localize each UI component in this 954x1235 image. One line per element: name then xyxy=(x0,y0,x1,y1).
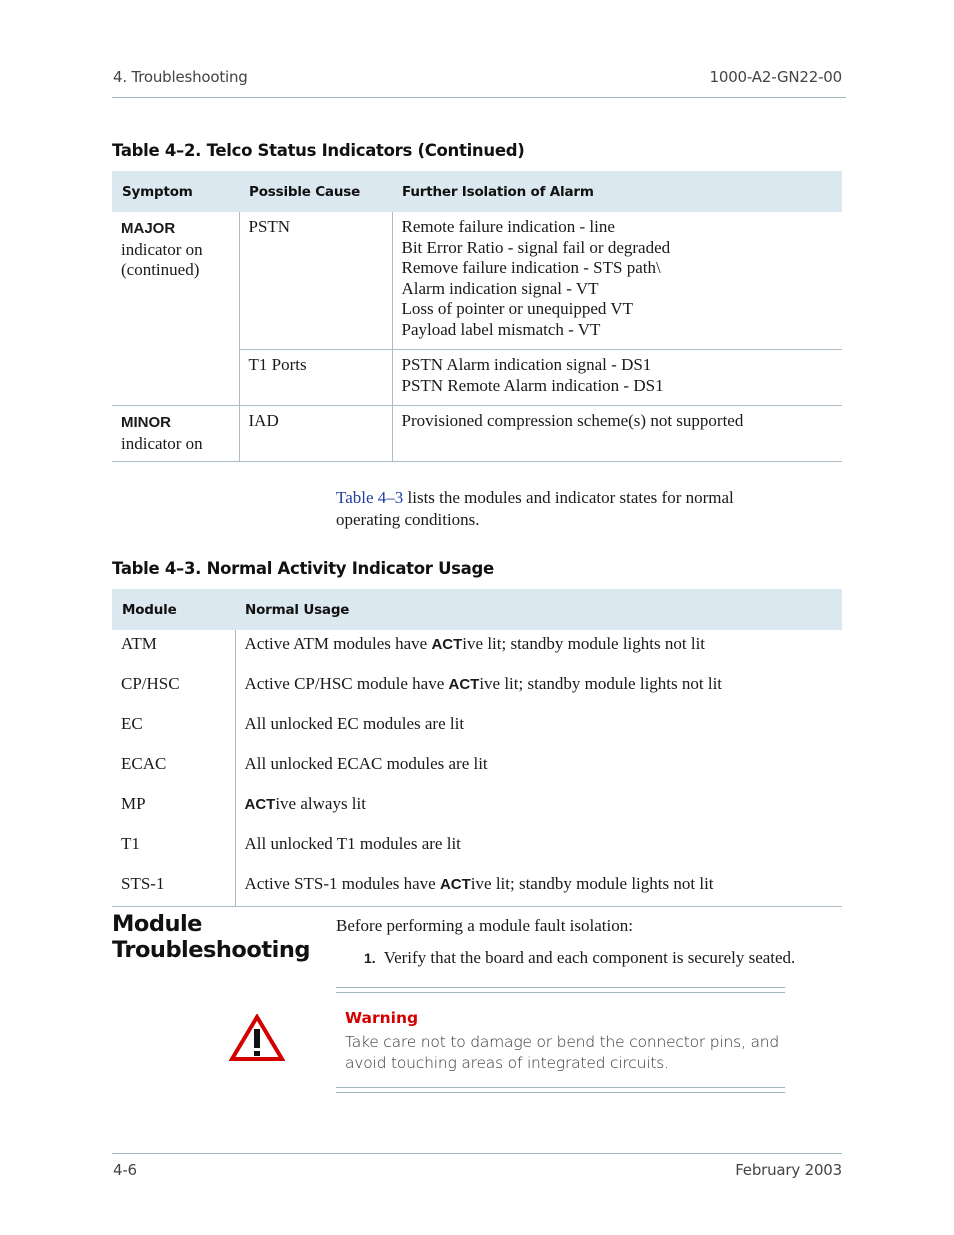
table-row xyxy=(112,406,842,462)
isolation-line: Payload label mismatch - VT xyxy=(401,319,601,339)
usage-keyword: ACT xyxy=(448,676,480,693)
module-cell: CP/HSC xyxy=(112,670,235,710)
usage-text: Active STS-1 modules have xyxy=(244,874,440,893)
table-row xyxy=(112,790,842,830)
usage-keyword: ACT xyxy=(431,636,463,653)
usage-keyword: ACT xyxy=(244,796,276,813)
usage-text: All unlocked EC modules are lit xyxy=(244,714,465,733)
module-cell: STS-1 xyxy=(112,870,235,907)
section-title-line: Troubleshooting xyxy=(112,937,310,963)
column-header-module: Module xyxy=(112,589,235,630)
warning-triangle-icon xyxy=(229,1014,285,1062)
table-row xyxy=(112,830,842,870)
step-text: Verify that the board and each component is securely seated. xyxy=(383,948,796,967)
table-4-3-body xyxy=(112,630,842,907)
column-header-symptom: Symptom xyxy=(112,171,239,212)
warning-text-line: avoid touching areas of integrated circuits. xyxy=(345,1054,669,1072)
isolation-line: Remote failure indication - line xyxy=(401,217,615,236)
module-cell: ATM xyxy=(112,630,235,670)
header-rule xyxy=(112,97,846,98)
usage-text: ive lit; standby module lights not lit xyxy=(479,674,723,693)
table-row xyxy=(112,212,842,350)
symptom-keyword: MAJOR xyxy=(121,220,176,237)
running-header-docnum: 1000-A2-GN22-00 xyxy=(709,68,842,86)
footer-date: February 2003 xyxy=(735,1161,842,1179)
page-number: 4-6 xyxy=(113,1161,137,1179)
table-4-2-caption: Table 4–2. Telco Status Indicators (Continued) xyxy=(112,141,525,160)
section-intro: Before performing a module fault isolation: xyxy=(336,916,633,935)
section-title-line: Module xyxy=(112,911,202,937)
table-4-3-caption: Table 4–3. Normal Activity Indicator Usage xyxy=(112,559,494,578)
table-header-row xyxy=(112,171,842,212)
usage-text: All unlocked ECAC modules are lit xyxy=(244,754,488,773)
table-row xyxy=(112,630,842,670)
usage-cell xyxy=(235,790,842,830)
usage-text: All unlocked T1 modules are lit xyxy=(244,834,461,853)
column-header-further-isolation: Further Isolation of Alarm xyxy=(392,171,842,212)
warning-text-line: Take care not to damage or bend the connector pins, and xyxy=(345,1033,780,1051)
symptom-text: indicator on xyxy=(121,239,203,259)
usage-text: ive lit; standby module lights not lit xyxy=(462,634,706,653)
symptom-cell-major xyxy=(112,212,239,406)
section-title xyxy=(112,911,310,963)
table-4-3-link[interactable]: Table 4–3 xyxy=(336,488,404,507)
usage-keyword: ACT xyxy=(439,876,471,893)
module-cell: ECAC xyxy=(112,750,235,790)
step-number: 1. xyxy=(364,950,376,966)
usage-cell xyxy=(235,870,842,907)
cause-cell: T1 Ports xyxy=(239,350,392,406)
module-cell: T1 xyxy=(112,830,235,870)
table-row xyxy=(112,870,842,907)
symptom-text: indicator on xyxy=(121,433,203,453)
symptom-keyword: MINOR xyxy=(121,414,171,431)
warning-text xyxy=(345,1032,785,1074)
footer-rule xyxy=(112,1153,842,1154)
module-cell: EC xyxy=(112,710,235,750)
running-header-section: 4. Troubleshooting xyxy=(113,68,248,86)
symptom-text: (continued) xyxy=(121,260,200,279)
intro-text: lists the modules and indicator states for normal xyxy=(403,488,734,507)
column-header-possible-cause: Possible Cause xyxy=(239,171,392,212)
usage-cell xyxy=(235,830,842,870)
table-row xyxy=(112,670,842,710)
usage-text: Active ATM modules have xyxy=(244,634,432,653)
isolation-line: PSTN Remote Alarm indication - DS1 xyxy=(401,375,664,395)
isolation-line: Bit Error Ratio - signal fail or degraded xyxy=(401,237,671,257)
module-cell: MP xyxy=(112,790,235,830)
intro-paragraph xyxy=(336,487,836,531)
warning-top-rule xyxy=(336,987,785,993)
cause-cell: PSTN xyxy=(239,212,392,350)
isolation-line: PSTN Alarm indication signal - DS1 xyxy=(401,355,652,374)
isolation-cell xyxy=(392,350,842,406)
usage-text: ive lit; standby module lights not lit xyxy=(470,874,714,893)
intro-text: operating conditions. xyxy=(336,510,480,529)
usage-cell xyxy=(235,750,842,790)
table-4-2 xyxy=(112,171,842,462)
table-row xyxy=(112,750,842,790)
table-row xyxy=(112,710,842,750)
usage-cell xyxy=(235,710,842,750)
isolation-cell xyxy=(392,212,842,350)
step-item xyxy=(364,947,844,969)
warning-bottom-rule xyxy=(336,1087,785,1093)
isolation-line: Alarm indication signal - VT xyxy=(401,278,599,298)
usage-text: ive always lit xyxy=(275,794,366,813)
usage-cell xyxy=(235,630,842,670)
usage-text: Active CP/HSC module have xyxy=(244,674,449,693)
table-4-3 xyxy=(112,589,842,907)
warning-title: Warning xyxy=(345,1009,419,1027)
symptom-cell-minor xyxy=(112,406,239,462)
usage-cell xyxy=(235,670,842,710)
column-header-normal-usage: Normal Usage xyxy=(235,589,842,630)
isolation-line: Loss of pointer or unequipped VT xyxy=(401,299,634,318)
isolation-line: Remove failure indication - STS path\ xyxy=(401,258,661,277)
isolation-cell: Provisioned compression scheme(s) not supported xyxy=(392,406,842,462)
cause-cell: IAD xyxy=(239,406,392,462)
table-header-row xyxy=(112,589,842,630)
